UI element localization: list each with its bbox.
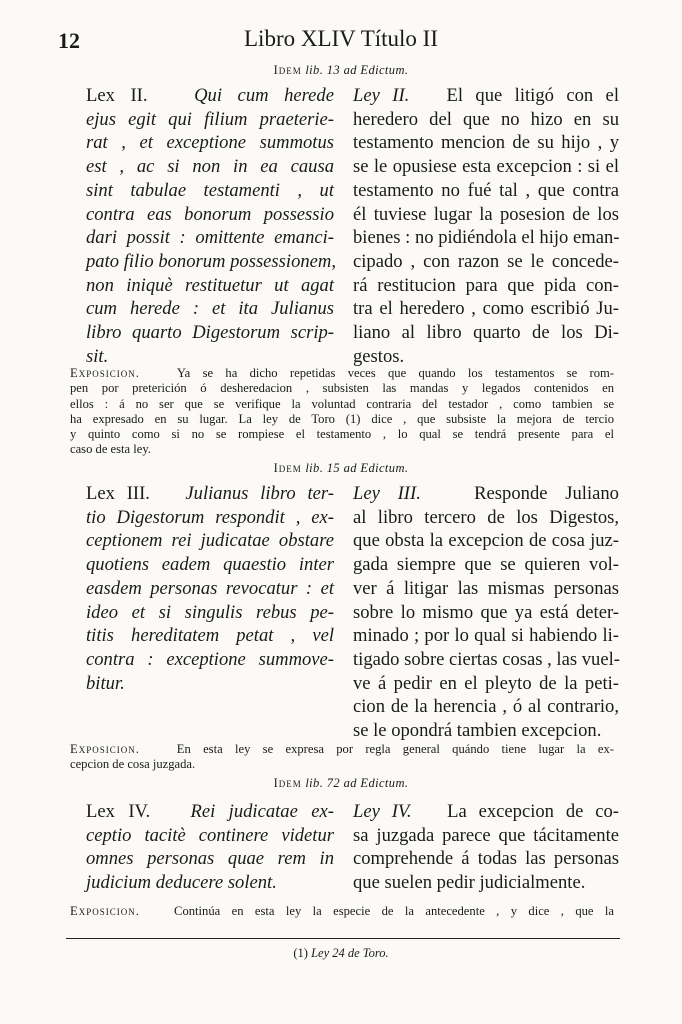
exposicion-paragraph: Exposicion. Ya se ha dicho repetidas veces que quando los testamentos se rom- pen por preterición ó desheredacion , subsisten las mandas y legados contenidos en ellos : á no ser que se verifique la voluntad contraria del testador , como tambien se ha expresado en su lugar. La ley de Toro (1) dice , que subsiste la mejora de tercio y quinto como si no se rompiese el testamento , lo qual se tendrá presente para el caso de esta ley. xyxy=(70,366,615,457)
ley-heading: Ley IV. xyxy=(353,801,412,822)
footnote-text: Ley 24 de Toro. xyxy=(311,946,389,960)
footnote-rule xyxy=(66,938,620,939)
lex-heading: Lex III. xyxy=(86,483,150,504)
source-citation: Idem lib. 13 ad Edictum. xyxy=(273,63,409,77)
spanish-text-ley-4: Ley IV. La excepcion de co- sa juzgada parece que tácitamente comprehende á todas las personas que suelen pedir judicialmente. xyxy=(353,801,619,894)
page-header xyxy=(0,24,682,56)
spanish-text-ley-3: Ley III. Responde Juliano al libro tercero de los Digestos, que obsta la excepcion de cosa juz- gada siempre que se quieren vol- ver á litigar las mismas personas sobre lo mismo que ya está deter- minado ; por lo qual si habiendo li- tigado sobre ciertas cosas , las vuel- ve á pedir en el pleyto de la peti- cion de la herencia , ó al contrario, se le opondrá tambien excepcion. xyxy=(353,483,620,742)
ley-heading: Ley II. xyxy=(353,85,410,106)
source-citation: Idem lib. 15 ad Edictum. xyxy=(273,461,409,475)
exposicion-paragraph: Exposicion. Continúa en esta ley la especie de la antecedente , y dice , que la xyxy=(70,904,614,918)
latin-text-lex-2: Lex II. Qui cum herede ejus egit qui filium praeterie- rat , et exceptione summotus est , ac si non in ea causa sint tabulae testamenti , ut contra eas bonorum possessio dari possit : omittente emanci- pato filio bonorum possessionem, non iniquè restituetur ut agat cum herede : et ita Julianus libro quarto Digestorum scrip- sit. xyxy=(86,85,336,367)
source-citation: Idem lib. 72 ad Edictum. xyxy=(273,776,409,790)
footnote xyxy=(0,946,682,961)
exposicion-label: Exposicion. xyxy=(70,366,140,380)
lex-heading: Lex II. xyxy=(86,85,148,106)
exposicion-paragraph: Exposicion. En esta ley se expresa por regla general quándo tiene lugar la ex- cepcion de cosa juzgada. xyxy=(70,742,614,772)
latin-text-lex-4: Lex IV. Rei judicatae ex- ceptio tacitè continere videtur omnes personas quae rem in judicium deducere solent. xyxy=(86,801,334,894)
spanish-text-ley-2: Ley II. El que litigó con el heredero del que no hizo en su testamento mencion de su hijo , y se le opusiese esta excepcion : si el testamento no fué tal , que contra él tuviese lugar la posesion de los bienes : no pidiéndola el hijo eman- cipado , con razon se le concede- rá restitucion para que pida con- tra el heredero , como escribió Ju- liano al libro quarto de los Di- gestos. xyxy=(353,85,620,367)
running-title: Libro XLIV Título II xyxy=(244,26,438,51)
exposicion-label: Exposicion. xyxy=(70,742,140,756)
page-number: 12 xyxy=(58,28,80,53)
lex-heading: Lex IV. xyxy=(86,801,151,822)
ley-heading: Ley III. xyxy=(353,483,421,504)
exposicion-label: Exposicion. xyxy=(70,904,140,918)
footnote-marker: (1) xyxy=(293,946,308,960)
latin-text-lex-3: Lex III. Julianus libro ter- tio Digestorum respondit , ex- ceptionem rei judicatae obstare quotiens eadem quaestio inter easdem personas revocatur : et ideo et si singulis rebus pe- titis hereditatem petat , vel contra : exceptione summove- bitur. xyxy=(86,483,334,694)
